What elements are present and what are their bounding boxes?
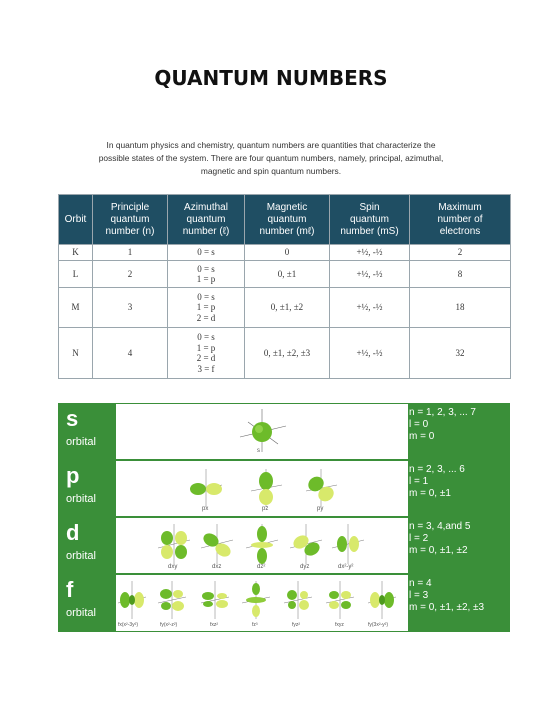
table-header-row bbox=[59, 195, 511, 245]
cell-m: 0, ±1 bbox=[245, 261, 330, 288]
cell-spin: +½, -½ bbox=[330, 261, 410, 288]
orbital-label: dz² bbox=[257, 564, 266, 570]
cell-orbit: L bbox=[59, 261, 93, 288]
quantum-numbers-table bbox=[58, 194, 511, 379]
cell-l: 0 = s bbox=[168, 245, 245, 261]
intro-line: magnetic and spin quantum numbers. bbox=[200, 166, 342, 176]
orbital-label: fxyz bbox=[335, 622, 344, 628]
header-spin: Spin quantum number (mS) bbox=[330, 195, 410, 245]
orbital-images bbox=[116, 518, 408, 573]
cell-n: 3 bbox=[93, 288, 168, 328]
orbital-row-s bbox=[58, 403, 510, 460]
cell-m: 0, ±1, ±2, ±3 bbox=[245, 328, 330, 379]
header-azimuthal: Azimuthal quantum number (ℓ) bbox=[168, 195, 245, 245]
cell-max: 2 bbox=[410, 245, 511, 261]
cell-orbit: M bbox=[59, 288, 93, 328]
orbital-label: s bbox=[257, 448, 260, 454]
orbital-label: fx(x²-3y²) bbox=[118, 622, 138, 628]
orbital-row-f bbox=[58, 574, 510, 632]
cell-n: 4 bbox=[93, 328, 168, 379]
orbital-label: pz bbox=[262, 506, 269, 512]
table-row bbox=[59, 328, 511, 379]
orbital-name: p orbital bbox=[66, 463, 96, 505]
cell-l: 0 = s 1 = p 2 = d bbox=[168, 288, 245, 328]
orbital-properties: n = 4 l = 3 m = 0, ±1, ±2, ±3 bbox=[409, 578, 485, 613]
cell-spin: +½, -½ bbox=[330, 288, 410, 328]
orbital-label: fy(3x²-y²) bbox=[368, 622, 388, 628]
intro-line: In quantum physics and chemistry, quantum numbers are quantities that characterize the bbox=[106, 140, 436, 150]
cell-max: 32 bbox=[410, 328, 511, 379]
cell-spin: +½, -½ bbox=[330, 328, 410, 379]
header-magnetic: Magnetic quantum number (mℓ) bbox=[245, 195, 330, 245]
s-orbital-diagram bbox=[116, 404, 408, 459]
cell-n: 2 bbox=[93, 261, 168, 288]
orbital-properties: n = 2, 3, ... 6 l = 1 m = 0, ±1 bbox=[409, 464, 465, 499]
orbital-row-p bbox=[58, 460, 510, 517]
orbital-name: s orbital bbox=[66, 406, 96, 448]
orbital-label: fxz² bbox=[210, 622, 219, 628]
table-row bbox=[59, 261, 511, 288]
orbital-label: dxz bbox=[212, 564, 222, 570]
cell-orbit: K bbox=[59, 245, 93, 261]
orbitals-panel bbox=[58, 403, 510, 632]
orbital-images bbox=[116, 461, 408, 516]
orbital-properties: n = 1, 2, 3, ... 7 l = 0 m = 0 bbox=[409, 407, 476, 442]
orbital-label: dx²-y² bbox=[338, 564, 354, 570]
table-row bbox=[59, 245, 511, 261]
orbital-label: fz³ bbox=[252, 622, 258, 628]
intro-line: possible states of the system. There are four quantum numbers, namely, principal, azimuthal, bbox=[98, 153, 444, 163]
orbital-name: f orbital bbox=[66, 577, 96, 619]
orbital-label: px bbox=[202, 506, 209, 512]
orbital-label: fyz² bbox=[292, 622, 301, 628]
cell-spin: +½, -½ bbox=[330, 245, 410, 261]
table-row bbox=[59, 288, 511, 328]
header-principle: Principle quantum number (n) bbox=[93, 195, 168, 245]
cell-l: 0 = s 1 = p bbox=[168, 261, 245, 288]
orbital-label: dyz bbox=[300, 564, 310, 570]
cell-max: 8 bbox=[410, 261, 511, 288]
orbital-images bbox=[116, 575, 408, 631]
header-max-electrons: Maximum number of electrons bbox=[410, 195, 511, 245]
orbital-images bbox=[116, 404, 408, 459]
cell-m: 0 bbox=[245, 245, 330, 261]
intro-paragraph bbox=[58, 139, 484, 178]
orbital-properties: n = 3, 4,and 5 l = 2 m = 0, ±1, ±2 bbox=[409, 521, 471, 556]
s-orbital-sphere bbox=[252, 422, 272, 442]
cell-l: 0 = s 1 = p 2 = d 3 = f bbox=[168, 328, 245, 379]
orbital-row-d bbox=[58, 517, 510, 574]
cell-n: 1 bbox=[93, 245, 168, 261]
cell-max: 18 bbox=[410, 288, 511, 328]
orbital-label: py bbox=[317, 506, 324, 512]
header-orbit: Orbit bbox=[59, 195, 93, 245]
cell-m: 0, ±1, ±2 bbox=[245, 288, 330, 328]
orbital-name: d orbital bbox=[66, 520, 96, 562]
cell-orbit: N bbox=[59, 328, 93, 379]
orbital-label: fy(x²-z²) bbox=[160, 622, 178, 628]
page-title: QUANTUM NUMBERS bbox=[154, 66, 388, 90]
orbital-label: dxy bbox=[168, 564, 178, 570]
